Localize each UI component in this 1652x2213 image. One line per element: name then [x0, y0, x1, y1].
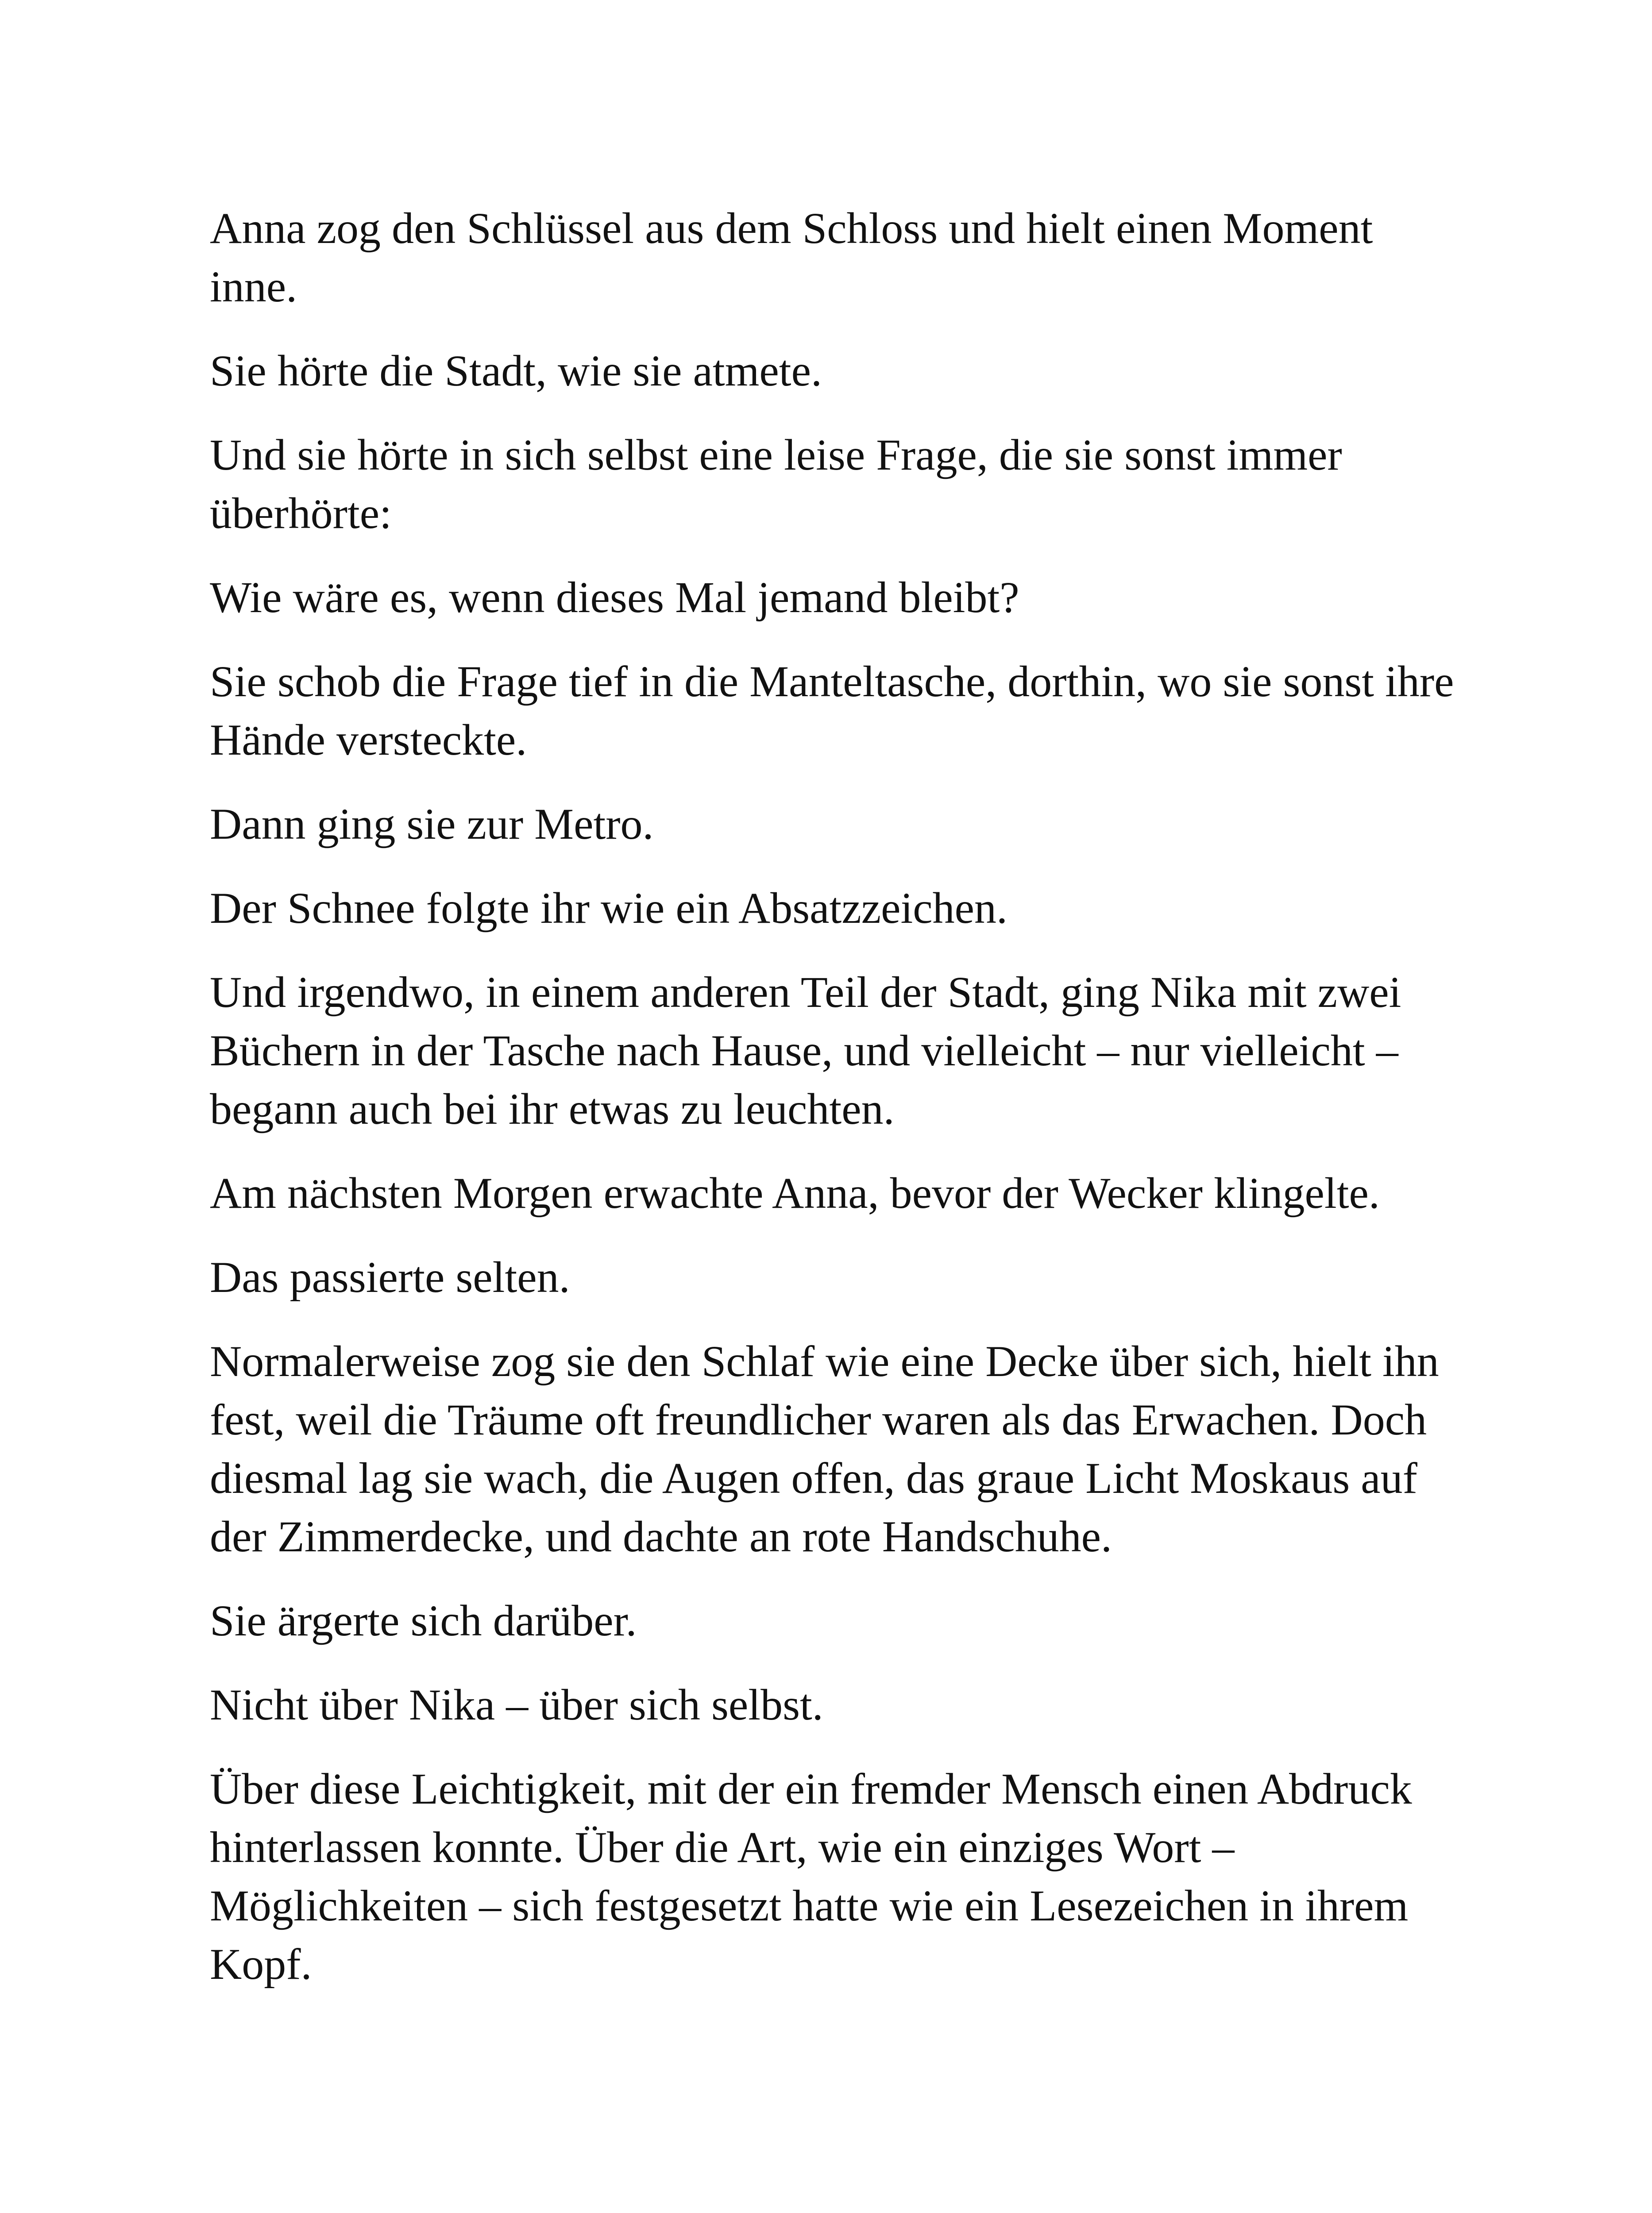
paragraph: Anna zog den Schlüssel aus dem Schloss und hielt einen Moment inne. — [210, 204, 1373, 311]
paragraph: Der Schnee folgte ihr wie ein Absatzzeichen. — [210, 883, 1008, 933]
paragraph: Das passierte selten. — [210, 1253, 570, 1302]
paragraph: Sie ärgerte sich darüber. — [210, 1596, 637, 1645]
paragraph: Sie hörte die Stadt, wie sie atmete. — [210, 346, 822, 395]
paragraph: Dann ging sie zur Metro. — [210, 799, 654, 848]
paragraph: Sie schob die Frage tief in die Manteltasche, dorthin, wo sie sonst ihre Hände versteckte. — [210, 657, 1454, 764]
paragraph: Normalerweise zog sie den Schlaf wie eine Decke über sich, hielt ihn fest, weil die Träume oft freundlicher waren als das Erwachen. Doch diesmal lag sie wach, die Augen offen, das graue Licht Moskaus auf der Zimmerdecke, und dachte an rote Handschuhe. — [210, 1337, 1439, 1561]
paragraph: Über diese Leichtigkeit, mit der ein fremder Mensch einen Abdruck hinterlassen konnte. Über die Art, wie ein einziges Wort – Möglichkeiten – sich festgesetzt hatte wie ein Lesezeichen in ihrem Kopf. — [210, 1764, 1412, 1989]
paragraph: Und sie hörte in sich selbst eine leise Frage, die sie sonst immer überhörte: — [210, 430, 1342, 538]
paragraph: Nicht über Nika – über sich selbst. — [210, 1680, 823, 1729]
document-body — [210, 199, 1458, 2019]
paragraph: Am nächsten Morgen erwachte Anna, bevor der Wecker klingelte. — [210, 1168, 1380, 1218]
paragraph: Wie wäre es, wenn dieses Mal jemand bleibt? — [210, 573, 1019, 622]
paragraph: Und irgendwo, in einem anderen Teil der Stadt, ging Nika mit zwei Büchern in der Tasche nach Hause, und vielleicht – nur vielleicht – begann auch bei ihr etwas zu leuchten. — [210, 968, 1401, 1133]
